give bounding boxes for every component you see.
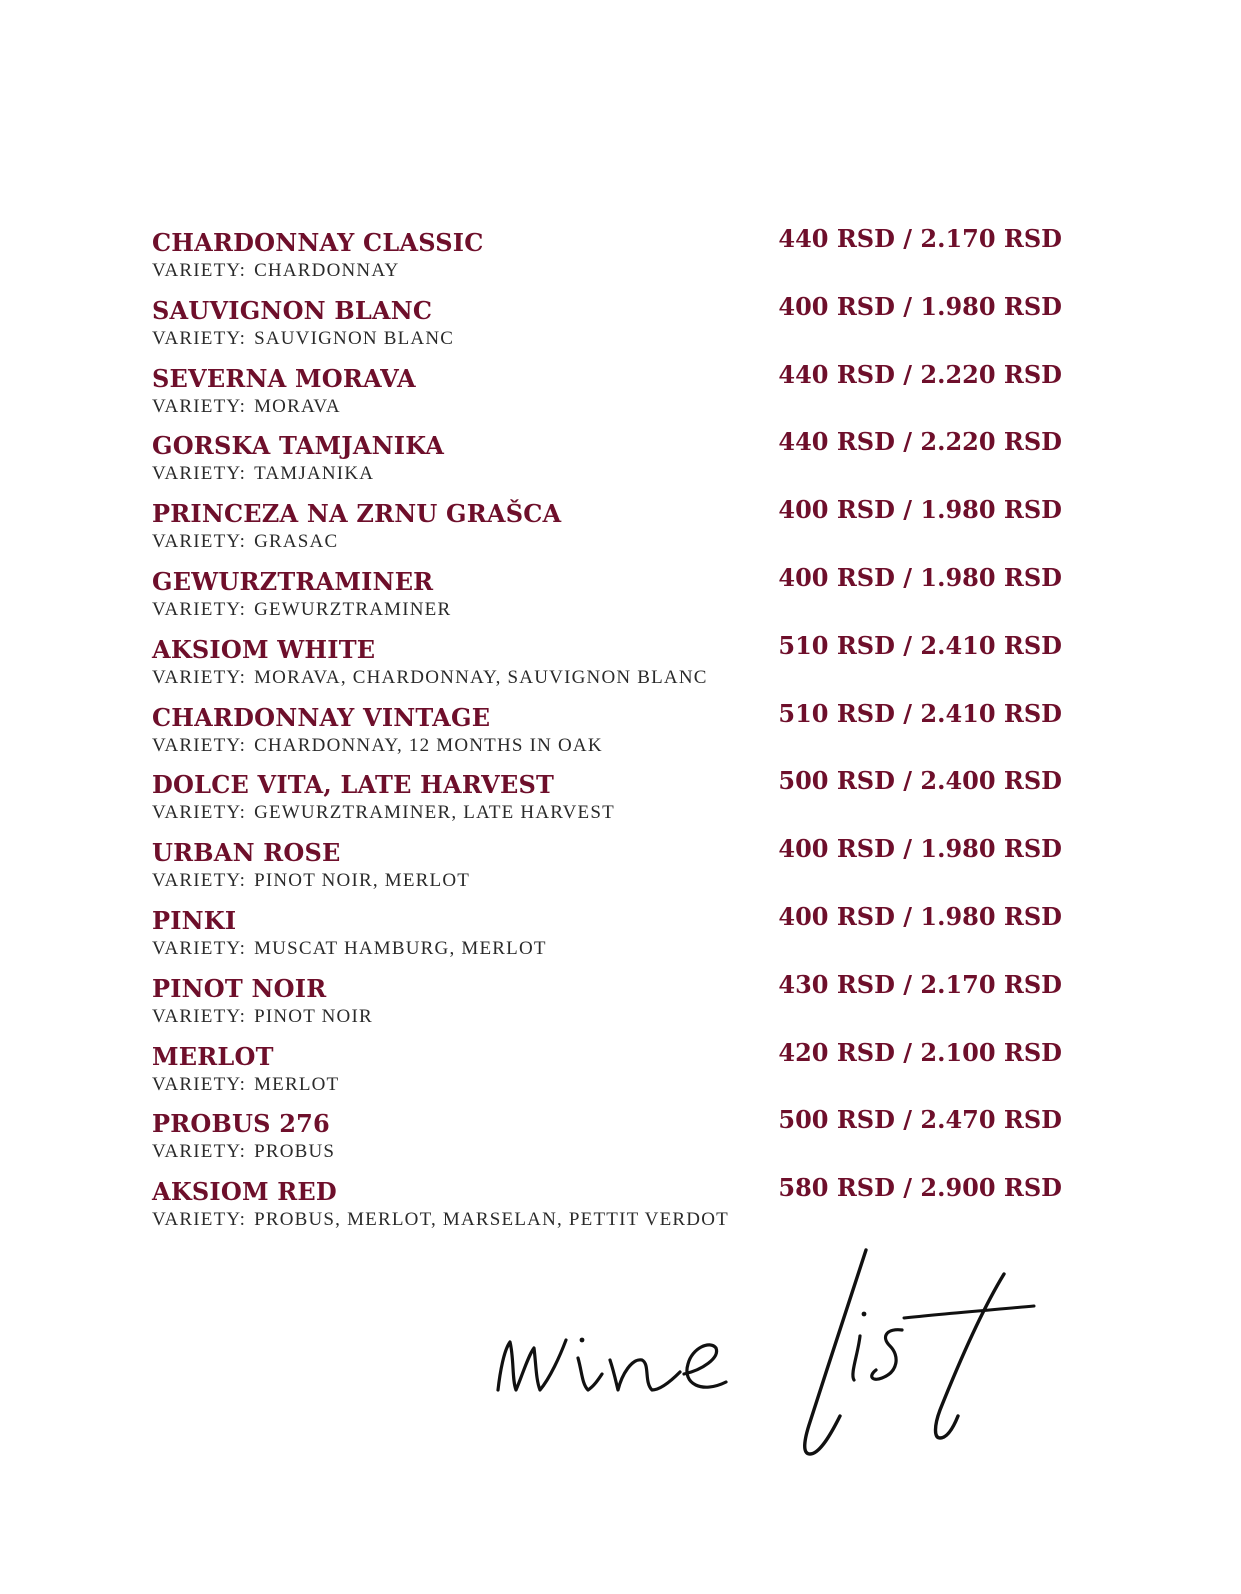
wine-row bbox=[152, 969, 1072, 1042]
wine-name: SAUVIGNON BLANC bbox=[152, 295, 433, 325]
variety-value: PINOT NOIR bbox=[254, 1005, 373, 1027]
wine-name: CHARDONNAY CLASSIC bbox=[152, 228, 484, 257]
wine-name: GORSKA TAMJANIKA bbox=[152, 431, 445, 461]
wine-price: 440 RSD / 2.220 RSD bbox=[778, 427, 1062, 457]
variety-value: PROBUS bbox=[254, 1141, 336, 1163]
wine-variety bbox=[152, 667, 708, 689]
wine-variety bbox=[152, 599, 451, 621]
wine-price: 400 RSD / 1.980 RSD bbox=[778, 834, 1062, 864]
variety-value: GRASAC bbox=[254, 531, 339, 553]
wine-name: AKSIOM RED bbox=[152, 1177, 337, 1207]
wine-price: 400 RSD / 1.980 RSD bbox=[778, 291, 1062, 321]
wine-name: URBAN ROSE bbox=[152, 838, 341, 868]
wine-row bbox=[152, 766, 1072, 838]
wine-price: 440 RSD / 2.220 RSD bbox=[778, 359, 1062, 389]
variety-label: VARIETY: bbox=[152, 395, 247, 417]
variety-value: CHARDONNAY bbox=[254, 260, 400, 281]
wine-name: CHARDONNAY VINTAGE bbox=[152, 702, 491, 732]
wine-variety bbox=[152, 735, 603, 757]
wine-name: PRINCEZA NA ZRNU GRAŠCA bbox=[152, 499, 562, 529]
wine-price: 430 RSD / 2.170 RSD bbox=[778, 969, 1062, 999]
wine-price: 580 RSD / 2.900 RSD bbox=[778, 1173, 1062, 1203]
variety-value: PINOT NOIR, MERLOT bbox=[254, 870, 471, 892]
wine-price: 400 RSD / 1.980 RSD bbox=[778, 495, 1062, 525]
wine-name: AKSIOM WHITE bbox=[152, 634, 376, 664]
wine-row bbox=[152, 291, 1072, 364]
variety-label: VARIETY: bbox=[152, 870, 247, 892]
wine-variety bbox=[152, 328, 454, 350]
wine-row bbox=[152, 224, 1072, 296]
wine-price: 500 RSD / 2.470 RSD bbox=[778, 1105, 1062, 1135]
wine-price: 510 RSD / 2.410 RSD bbox=[778, 698, 1062, 728]
wine-price: 500 RSD / 2.400 RSD bbox=[778, 766, 1062, 796]
wine-row bbox=[152, 359, 1072, 432]
variety-value: MUSCAT HAMBURG, MERLOT bbox=[254, 937, 547, 959]
variety-label: VARIETY: bbox=[152, 937, 247, 959]
variety-label: VARIETY: bbox=[152, 1141, 247, 1163]
wine-variety bbox=[152, 938, 547, 960]
wine-name: GEWURZTRAMINER bbox=[152, 566, 434, 596]
variety-label: VARIETY: bbox=[152, 802, 247, 824]
wine-price: 420 RSD / 2.100 RSD bbox=[778, 1037, 1062, 1067]
wine-row bbox=[152, 901, 1072, 974]
wine-name: PROBUS 276 bbox=[152, 1109, 330, 1139]
wine-name: MERLOT bbox=[152, 1041, 274, 1071]
wine-row bbox=[152, 1173, 1072, 1245]
variety-label: VARIETY: bbox=[152, 734, 247, 756]
wine-row bbox=[152, 495, 1072, 567]
wine-price: 400 RSD / 1.980 RSD bbox=[778, 901, 1062, 931]
wine-variety bbox=[152, 870, 470, 892]
variety-value: SAUVIGNON BLANC bbox=[254, 327, 455, 349]
wine-row bbox=[152, 698, 1072, 771]
wine-price: 440 RSD / 2.170 RSD bbox=[778, 224, 1062, 253]
wine-row bbox=[152, 1105, 1072, 1177]
wine-price: 400 RSD / 1.980 RSD bbox=[778, 562, 1062, 592]
wine-price: 510 RSD / 2.410 RSD bbox=[778, 630, 1062, 660]
variety-label: VARIETY: bbox=[152, 260, 247, 281]
wine-name: DOLCE VITA, LATE HARVEST bbox=[152, 770, 555, 800]
wine-name: SEVERNA MORAVA bbox=[152, 363, 416, 393]
wine-row bbox=[152, 1037, 1072, 1110]
variety-label: VARIETY: bbox=[152, 531, 247, 553]
wine-variety bbox=[152, 1141, 335, 1163]
variety-value: GEWURZTRAMINER bbox=[254, 598, 452, 620]
wine-row bbox=[152, 834, 1072, 906]
wine-variety bbox=[152, 1074, 339, 1096]
wine-row bbox=[152, 562, 1072, 635]
wine-variety bbox=[152, 1006, 373, 1028]
wine-row bbox=[152, 630, 1072, 703]
wine-variety bbox=[152, 463, 374, 485]
variety-label: VARIETY: bbox=[152, 1005, 247, 1027]
variety-label: VARIETY: bbox=[152, 666, 247, 688]
variety-value: MORAVA bbox=[254, 395, 341, 417]
wine-name: PINOT NOIR bbox=[152, 973, 327, 1003]
wine-variety bbox=[152, 396, 341, 418]
wine-variety bbox=[152, 1209, 729, 1231]
variety-label: VARIETY: bbox=[152, 598, 247, 620]
wine-variety bbox=[152, 802, 615, 824]
variety-label: VARIETY: bbox=[152, 327, 247, 349]
wine-variety bbox=[152, 260, 399, 282]
wine-menu bbox=[152, 224, 1072, 1245]
wine-row bbox=[152, 427, 1072, 499]
variety-value: TAMJANIKA bbox=[254, 463, 375, 485]
variety-value: GEWURZTRAMINER, LATE HARVEST bbox=[254, 802, 615, 824]
variety-value: CHARDONNAY, 12 MONTHS IN OAK bbox=[254, 734, 603, 756]
wine-list-script-title bbox=[470, 1240, 1070, 1460]
variety-value: MORAVA, CHARDONNAY, SAUVIGNON BLANC bbox=[254, 666, 708, 688]
variety-value: PROBUS, MERLOT, MARSELAN, PETTIT VERDOT bbox=[254, 1209, 729, 1231]
variety-label: VARIETY: bbox=[152, 463, 247, 485]
variety-label: VARIETY: bbox=[152, 1073, 247, 1095]
wine-name: PINKI bbox=[152, 905, 237, 935]
variety-value: MERLOT bbox=[254, 1073, 340, 1095]
wine-variety bbox=[152, 531, 338, 553]
variety-label: VARIETY: bbox=[152, 1209, 247, 1231]
